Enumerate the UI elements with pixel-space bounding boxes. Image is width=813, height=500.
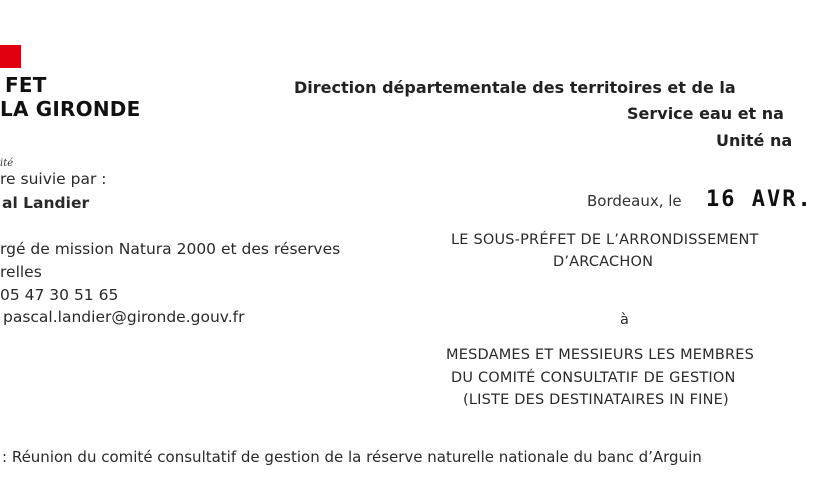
sender-email: pascal.landier@gironde.gouv.fr [3, 308, 245, 326]
unit-title: Unité na [716, 131, 793, 150]
recipients-line2: DU COMITÉ CONSULTATIF DE GESTION [451, 370, 736, 386]
direction-title: Direction départementale des territoires et de la [294, 78, 736, 97]
recipients-line1: MESDAMES ET MESSIEURS LES MEMBRES [446, 347, 755, 363]
sender-authority-line1: LE SOUS-PRÉFET DE L’ARRONDISSEMENT [451, 232, 759, 248]
place-label: Bordeaux, le [587, 192, 682, 210]
sender-name: al Landier [2, 194, 90, 212]
recipients-line3: (LISTE DES DESTINATAIRES IN FINE) [463, 392, 729, 408]
service-title: Service eau et na [627, 104, 784, 123]
sender-phone: 05 47 30 51 65 [0, 286, 119, 304]
subject-line: : Réunion du comité consultatif de gestion de la réserve naturelle nationale du banc d’Arguin [2, 448, 702, 466]
marianne-logo-bar [0, 45, 21, 68]
prefet-title-line2: LA GIRONDE [0, 97, 141, 121]
republic-motto: ité [0, 158, 14, 169]
followed-by-label: re suivie par : [0, 170, 107, 188]
sender-role-line1: rgé de mission Natura 2000 et des réserves [0, 240, 341, 258]
prefet-title-line1: FET [5, 73, 47, 97]
to-word: à [620, 312, 630, 328]
date-stamp: 16 AVR. [706, 187, 813, 212]
sender-authority-line2: D’ARCACHON [553, 254, 654, 270]
sender-role-line2: relles [0, 263, 42, 281]
